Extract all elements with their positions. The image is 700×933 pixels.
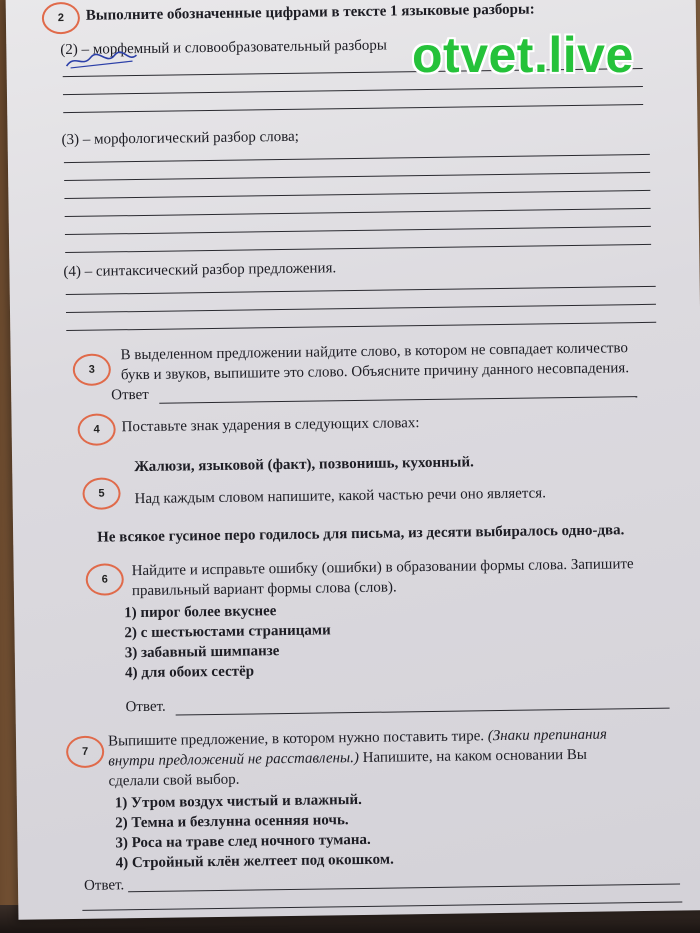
answer-line[interactable]	[63, 104, 643, 113]
task-7-text-italic: (Знаки препинания	[487, 726, 608, 745]
task-3-answer-line[interactable]	[159, 396, 637, 404]
task-6-option-3: 3) забавный шимпанзе	[124, 643, 280, 662]
answer-line[interactable]	[64, 172, 650, 181]
task-3-answer-label: Ответ	[111, 386, 149, 404]
task-2-item-3: (3) – морфологический разбор слова;	[61, 128, 300, 149]
task-6-number: 6	[101, 573, 108, 586]
task-6-answer-line[interactable]	[176, 708, 670, 716]
task-2-item-2: (2) – морфемный и словообразовательный разборы	[60, 37, 388, 59]
task-4-number: 4	[93, 423, 100, 436]
answer-line[interactable]	[65, 208, 651, 217]
task-5-sentence: Не всякое гусиное перо годилось для письма, из десяти выбиралось одно-два.	[97, 522, 625, 546]
task-7-option-3: 3) Роса на траве след ночного тумана.	[115, 831, 371, 852]
answer-line[interactable]	[63, 86, 643, 95]
task-6-text-line-1: Найдите и исправьте ошибку (ошибки) в образовании формы слова. Запишите	[131, 556, 634, 580]
task-2-number: 2	[57, 12, 65, 25]
task-7-option-4: 4) Стройный клён желтеет под окошком.	[115, 851, 394, 872]
answer-line[interactable]	[64, 154, 650, 163]
task-3-text-line-2: букв и звуков, выпишите это слово. Объясните причину данного несовпадения.	[120, 360, 630, 384]
task-7-number-circle	[66, 736, 104, 769]
task-7-text-italic: внутри предложений не расставлены.)	[108, 750, 360, 770]
task-3-number-circle	[73, 353, 111, 386]
task-3-number: 3	[88, 363, 95, 376]
task-7-option-1: 1) Утром воздух чистый и влажный.	[114, 791, 362, 812]
answer-line[interactable]	[65, 226, 651, 235]
task-5-number-circle	[82, 477, 120, 510]
task-7-answer-line[interactable]	[128, 884, 680, 893]
answer-line[interactable]	[66, 286, 656, 295]
answer-line[interactable]	[65, 244, 651, 253]
worksheet-paper	[6, 0, 700, 920]
handwritten-scribble	[62, 49, 142, 72]
task-5-prompt: Над каждым словом напишите, какой частью речи оно является.	[134, 485, 547, 508]
task-7-text-line-2	[108, 747, 587, 771]
task-3-text-line-1: В выделенном предложении найдите слово, в котором не совпадает количество	[120, 340, 629, 364]
task-4-number-circle	[77, 413, 115, 446]
task-2-item-4: (4) – синтаксический разбор предложения.	[63, 260, 337, 281]
task-2-number-circle	[42, 2, 80, 35]
task-7-text-plain: Выпишите предложение, в котором нужно поставить тире.	[107, 728, 485, 750]
answer-line[interactable]	[66, 304, 656, 313]
task-4-prompt: Поставьте знак ударения в следующих словах:	[121, 415, 420, 436]
task-7-answer-line[interactable]	[82, 902, 682, 911]
answer-line[interactable]	[66, 322, 656, 331]
task-5-number: 5	[98, 487, 105, 500]
task-6-option-1: 1) пирог более вкуснее	[124, 603, 277, 622]
task-6-option-2: 2) с шестьюстами страницами	[124, 622, 331, 642]
task-6-text-line-2: правильный вариант формы слова (слов).	[131, 579, 397, 600]
task-2-heading: Выполните обозначенные цифрами в тексте 1 языковые разборы:	[85, 1, 535, 24]
task-7-text-plain: Напишите, на каком основании Вы	[362, 746, 588, 766]
task-4-words: Жалюзи, языковой (факт), позвонишь, кухонный.	[134, 454, 474, 476]
site-watermark: otvet.live	[412, 27, 634, 83]
answer-line[interactable]	[64, 190, 650, 199]
task-7-text-line-3: сделали свой выбор.	[108, 771, 240, 790]
task-6-option-4: 4) для обоих сестёр	[124, 663, 255, 682]
task-7-answer-label: Ответ.	[83, 877, 125, 894]
task-6-answer-label: Ответ.	[125, 698, 166, 716]
task-6-number-circle	[86, 563, 124, 596]
task-7-option-2: 2) Темна и безлунна осенняя ночь.	[115, 812, 349, 832]
task-7-number: 7	[82, 745, 89, 758]
